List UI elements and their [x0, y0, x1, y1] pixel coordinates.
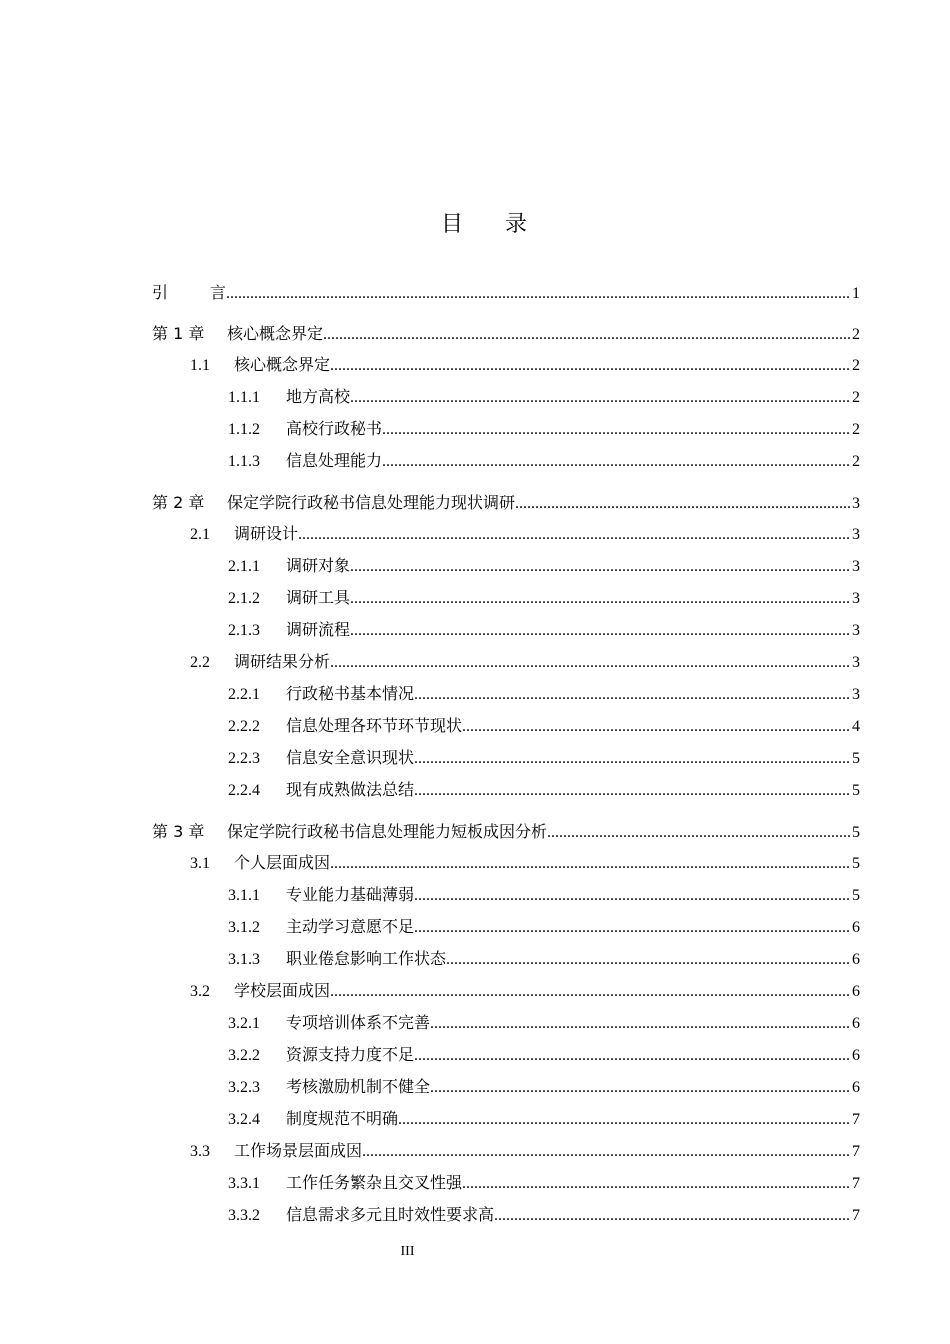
toc-entry-text [228, 1044, 414, 1068]
dot-leader [462, 715, 850, 739]
toc-entry-text [152, 820, 547, 844]
toc-entry-page: 1 [852, 285, 860, 302]
toc-entry-label: 个人层面成因 [234, 855, 331, 872]
toc-entry-number: 3.2.1 [228, 1015, 260, 1032]
toc-entry-page: 6 [852, 951, 860, 968]
toc-entry-label: 调研结果分析 [234, 654, 331, 671]
dot-leader [226, 282, 850, 306]
dot-leader [547, 821, 850, 845]
toc-entry-label: 地方高校 [286, 389, 351, 406]
toc-entry-number: 1.1.1 [228, 389, 260, 406]
toc-entry-number: 3.2 [190, 983, 210, 1000]
toc-entry-page: 6 [852, 1047, 860, 1064]
dot-leader [350, 587, 850, 611]
dot-leader [350, 619, 850, 643]
toc-section-entry[interactable] [0, 1140, 860, 1164]
toc-entry-page: 7 [852, 1207, 860, 1224]
toc-entry-label: 专项培训体系不完善 [286, 1015, 431, 1032]
toc-entry-label: 行政秘书基本情况 [286, 686, 415, 703]
toc-entry-page: 2 [852, 421, 860, 438]
toc-entry-text [228, 683, 414, 707]
toc-entry-number: 3.1.1 [228, 887, 260, 904]
toc-entry-text [228, 779, 414, 803]
toc-entry-page: 3 [852, 495, 860, 512]
toc-entry-page: 2 [852, 389, 860, 406]
toc-entry-label: 制度规范不明确 [286, 1111, 399, 1128]
toc-entry-text [152, 491, 515, 515]
toc-chapter-entry[interactable] [0, 322, 860, 346]
toc-entry-number: 第 1 章 [152, 324, 205, 343]
dot-leader [330, 980, 850, 1004]
toc-entry-text [228, 916, 414, 940]
page-title: 目录 [440, 212, 569, 237]
toc-entry-text [190, 980, 330, 1004]
toc-entry-text [228, 1172, 462, 1196]
toc-entry-page: 4 [852, 718, 860, 735]
toc-entry-label: 信息处理各环节环节现状 [286, 718, 463, 735]
toc-entry-page: 3 [852, 622, 860, 639]
toc-entry-text [228, 747, 414, 771]
toc-entry-page: 3 [852, 686, 860, 703]
toc-subsection-entry[interactable] [0, 715, 860, 739]
toc-entry-text [228, 418, 382, 442]
toc-entry-text [152, 281, 226, 305]
dot-leader [430, 1012, 850, 1036]
toc-entry-number: 3.1.2 [228, 919, 260, 936]
toc-entry-label: 调研流程 [286, 622, 351, 639]
dot-leader [382, 450, 850, 474]
toc-entry-number: 1.1.2 [228, 421, 260, 438]
toc-entry-number: 2.2.1 [228, 686, 260, 703]
toc-entry-label: 核心概念界定 [234, 357, 331, 374]
toc-entry-page: 6 [852, 919, 860, 936]
toc-entry-text [228, 884, 414, 908]
toc-section-entry[interactable] [0, 651, 860, 675]
toc-entry-label: 现有成熟做法总结 [286, 782, 415, 799]
toc-entry-page: 2 [852, 453, 860, 470]
toc-subsection-entry[interactable] [0, 1076, 860, 1100]
dot-leader [350, 555, 850, 579]
toc-entry-text [228, 386, 350, 410]
toc-entry-number: 3.1.3 [228, 951, 260, 968]
toc-subsection-entry[interactable] [0, 555, 860, 579]
toc-entry-number: 3.3.1 [228, 1175, 260, 1192]
toc-entry-number: 3.2.4 [228, 1111, 260, 1128]
toc-entry-number: 3.3 [190, 1143, 210, 1160]
toc-subsection-entry[interactable] [0, 1204, 860, 1228]
toc-entry-label: 主动学习意愿不足 [286, 919, 415, 936]
toc-entry-page: 6 [852, 1079, 860, 1096]
toc-entry-page: 3 [852, 654, 860, 671]
toc-entry-page: 6 [852, 1015, 860, 1032]
dot-leader [446, 948, 850, 972]
dot-leader [382, 418, 850, 442]
dot-leader [330, 354, 850, 378]
dot-leader [298, 523, 850, 547]
toc-subsection-entry[interactable] [0, 884, 860, 908]
toc-subsection-entry[interactable] [0, 948, 860, 972]
dot-leader [462, 1172, 850, 1196]
dot-leader [398, 1108, 850, 1132]
toc-entry-page: 5 [852, 750, 860, 767]
dot-leader [330, 852, 850, 876]
dot-leader [414, 779, 850, 803]
toc-entry-label: 调研设计 [234, 526, 299, 543]
toc-entry-text [190, 354, 330, 378]
dot-leader [330, 651, 850, 675]
toc-entry-page: 2 [852, 357, 860, 374]
toc-entry-label: 调研对象 [286, 558, 351, 575]
dot-leader [515, 492, 850, 516]
toc-entry-page: 7 [852, 1175, 860, 1192]
toc-entry-text [228, 619, 350, 643]
toc-entry-label: 言 [210, 283, 227, 302]
toc-entry-number: 3.1 [190, 855, 210, 872]
dot-leader [414, 884, 850, 908]
toc-entry-number: 2.1.1 [228, 558, 260, 575]
toc-entry-label: 考核激励机制不健全 [286, 1079, 431, 1096]
toc-entry-text [228, 715, 462, 739]
toc-entry-text [190, 523, 298, 547]
page-number-footer: III [400, 1244, 415, 1259]
toc-entry-page: 5 [852, 887, 860, 904]
toc-entry-page: 3 [852, 526, 860, 543]
toc-subsection-entry[interactable] [0, 587, 860, 611]
toc-entry-number: 3.3.2 [228, 1207, 260, 1224]
toc-entry-number: 第 3 章 [152, 822, 205, 841]
toc-subsection-entry[interactable] [0, 779, 860, 803]
toc-subsection-entry[interactable] [0, 1172, 860, 1196]
toc-entry-text [228, 1076, 430, 1100]
toc-subsection-entry[interactable] [0, 450, 860, 474]
dot-leader [494, 1204, 850, 1228]
toc-entry-page: 5 [852, 782, 860, 799]
toc-entry-label: 调研工具 [286, 590, 351, 607]
toc-entry-number: 2.1.3 [228, 622, 260, 639]
dot-leader [414, 1044, 850, 1068]
toc-subsection-entry[interactable] [0, 619, 860, 643]
toc-chapter-entry[interactable] [0, 820, 860, 844]
toc-entry-number: 3.2.2 [228, 1047, 260, 1064]
toc-entry-page: 3 [852, 558, 860, 575]
toc-subsection-entry[interactable] [0, 683, 860, 707]
toc-entry-text [190, 1140, 362, 1164]
toc-entry-label: 保定学院行政秘书信息处理能力短板成因分析 [227, 822, 548, 841]
toc-entry-text [228, 1108, 398, 1132]
toc-subsection-entry[interactable] [0, 747, 860, 771]
dot-leader [323, 323, 850, 347]
toc-entry-label: 核心概念界定 [227, 324, 324, 343]
toc-subsection-entry[interactable] [0, 1108, 860, 1132]
toc-section-entry[interactable] [0, 852, 860, 876]
toc-subsection-entry[interactable] [0, 1012, 860, 1036]
toc-section-entry[interactable] [0, 980, 860, 1004]
toc-entry-number: 1.1 [190, 357, 210, 374]
toc-entry-label: 信息需求多元且时效性要求高 [286, 1207, 495, 1224]
toc-entry-label: 职业倦怠影响工作状态 [286, 951, 447, 968]
toc-entry-text [190, 852, 330, 876]
toc-subsection-entry[interactable] [0, 386, 860, 410]
dot-leader [414, 747, 850, 771]
toc-entry-label: 专业能力基础薄弱 [286, 887, 415, 904]
toc-entry-number: 2.1 [190, 526, 210, 543]
dot-leader [362, 1140, 850, 1164]
toc-entry-label: 信息处理能力 [286, 453, 383, 470]
toc-entry-page: 6 [852, 983, 860, 1000]
toc-entry-number: 2.2 [190, 654, 210, 671]
dot-leader [414, 916, 850, 940]
toc-section-entry[interactable] [0, 354, 860, 378]
toc-entry-number: 2.2.2 [228, 718, 260, 735]
toc-entry-number: 2.2.4 [228, 782, 260, 799]
toc-entry-label: 资源支持力度不足 [286, 1047, 415, 1064]
toc-entry-text [152, 322, 323, 346]
toc-entry-number: 第 2 章 [152, 493, 205, 512]
dot-leader [430, 1076, 850, 1100]
toc-entry-label: 工作场景层面成因 [234, 1143, 363, 1160]
toc-subsection-entry[interactable] [0, 418, 860, 442]
toc-entry-number: 3.2.3 [228, 1079, 260, 1096]
toc-entry-label: 工作任务繁杂且交叉性强 [286, 1175, 463, 1192]
toc-entry-text [228, 948, 446, 972]
toc-entry-number: 1.1.3 [228, 453, 260, 470]
toc-entry-page: 3 [852, 590, 860, 607]
toc-subsection-entry[interactable] [0, 916, 860, 940]
dot-leader [350, 386, 850, 410]
toc-entry-label: 保定学院行政秘书信息处理能力现状调研 [227, 493, 516, 512]
toc-section-entry[interactable] [0, 523, 860, 547]
toc-entry-text [228, 450, 382, 474]
toc-entry-number: 引 [152, 283, 169, 302]
toc-chapter-entry[interactable] [0, 491, 860, 515]
toc-entry-label: 学校层面成因 [234, 983, 331, 1000]
toc-entry-text [228, 1204, 494, 1228]
dot-leader [414, 683, 850, 707]
toc-entry-text [228, 587, 350, 611]
toc-entry-text [190, 651, 330, 675]
toc-entry-number: 2.2.3 [228, 750, 260, 767]
toc-entry-page: 2 [852, 326, 860, 343]
toc-entry-label: 高校行政秘书 [286, 421, 383, 438]
toc-entry-text [228, 555, 350, 579]
toc-entry-page: 5 [852, 824, 860, 841]
toc-entry-page: 7 [852, 1111, 860, 1128]
toc-entry-text [228, 1012, 430, 1036]
toc-subsection-entry[interactable] [0, 1044, 860, 1068]
toc-chapter-entry[interactable] [0, 281, 860, 305]
toc-entry-page: 5 [852, 855, 860, 872]
toc-entry-number: 2.1.2 [228, 590, 260, 607]
toc-entry-page: 7 [852, 1143, 860, 1160]
toc-entry-label: 信息安全意识现状 [286, 750, 415, 767]
